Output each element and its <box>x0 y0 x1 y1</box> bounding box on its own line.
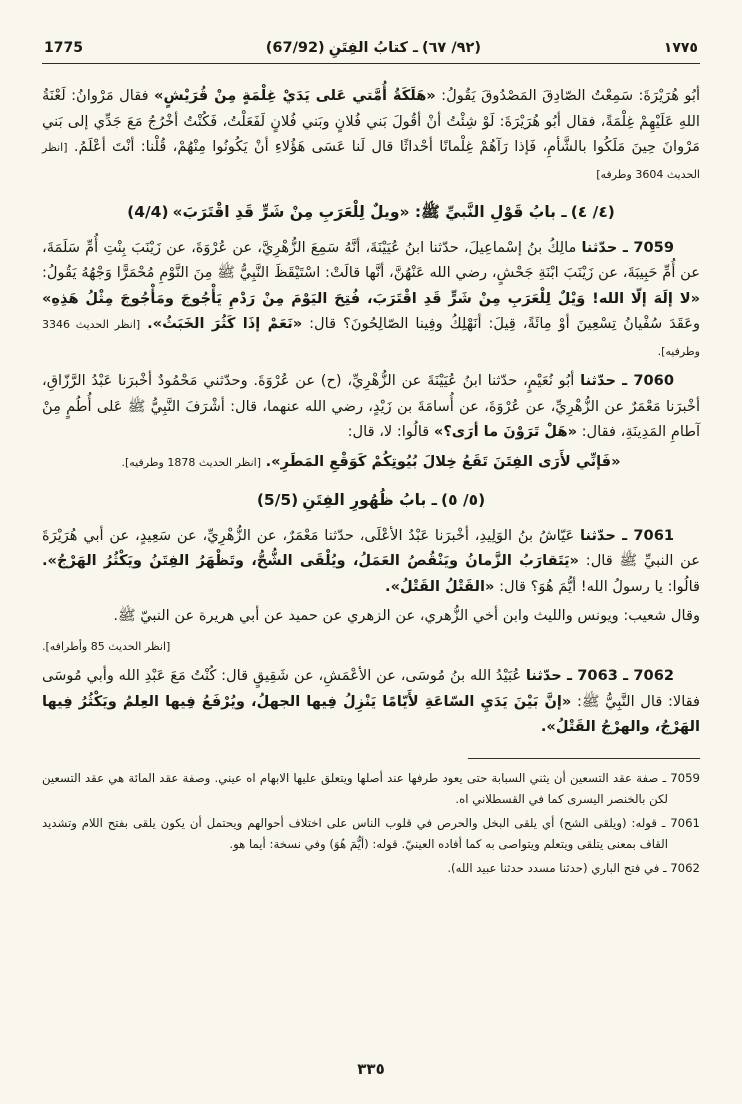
hadith-quote: «لا إلَهَ إلّا الله! وَيْلٌ لِلْعَرَبِ مِنْ شَرٍّ قَدِ اقْتَرَبَ، فُتِحَ اليَوْمَ مِنْ رَدْمِ يَأْجُوجَ ومَأْجُوجَ مِثْلُ هَذِهِ» <box>42 289 700 307</box>
hadith-number: 7062 ـ 7063 ـ حدّثنا <box>525 667 675 684</box>
hadith-7062-7063 <box>42 663 700 740</box>
hadith-quote: «هَلْ تَرَوْنَ ما أرَى؟» <box>433 423 577 440</box>
kitab-number-arabic: (٩٢/ ٦٧) <box>421 40 481 56</box>
narration-text: فقال مَرْوانُ: لَعْنَةُ اللهِ عَلَيْهِمْ غِلْمَةً، فقال أبُو هُرَيْرَةَ: لَوْ شِئْتُ أنْ أقُولَ بَني فُلانٍ وبَني فُلانٍ لَفَعَلْتُ، فَكُنْتُ أخْرُجُ مَعَ جَدِّي إلى بَني مَرْوانَ حِينَ مَلَكُوا بالشَّأمِ، فَإذا رَآهُمْ غِلْمانًا أحْداثًا قال لَنا عَسَى هَؤُلاءِ أنْ يَكُونُوا مِنْهُمْ، قُلْنا: أنْتَ أعْلَمُ. <box>42 87 700 155</box>
hadith-7060-quote-line <box>42 449 700 476</box>
page-number-latin: 1775 <box>44 40 83 56</box>
narration-text: أبُو هُرَيْرَةَ: سَمِعْتُ الصّادِقَ المَصْدُوقَ يَقُولُ: <box>435 87 700 104</box>
footnote-text: ـ صفة عقد التسعين أن يثني السبابة حتى يعود طرفها عند أصلها ويتعلق عليها الابهام اه عيني. وصفة عقد المائة هي عقد التسعين لكن بالخنصر اليسرى كما في القسطلاني اه. <box>42 770 668 806</box>
page-number-arabic: ١٧٧٥ <box>663 40 698 56</box>
footnote-7061 <box>42 813 700 856</box>
footnote-number: 7059 <box>670 770 700 785</box>
bab-number-latin: (5/5) <box>256 491 299 509</box>
cross-reference: [انظر الحديث 1878 وطرفيه]. <box>121 455 261 469</box>
footnote-separator <box>468 758 700 759</box>
hadith-number: 7061 ـ حدّثنا <box>580 526 675 544</box>
cross-reference: [انظر الحديث 3604 وطرفه] <box>42 141 700 181</box>
hadith-quote: «القَتْلُ القَتْلُ». <box>385 577 495 595</box>
page-header <box>42 40 700 56</box>
bab-number-arabic: (٥/ ٥) <box>440 491 486 509</box>
page-footer <box>0 1060 742 1078</box>
bab-heading-4 <box>42 200 700 226</box>
folio-number: ٣٣٥ <box>357 1060 385 1078</box>
isnad-text: عَيّاشُ بنُ الوَلِيدِ، أخْبرَنا عَبْدُ الأعْلَى، حدّثنا مَعْمَرٌ، عن الزُّهْرِيِّ، عن سَعِيدٍ، عن أبي هُرَيْرَةَ عن النبيِّ ﷺ قال: <box>42 526 700 569</box>
hadith-7059 <box>42 235 700 365</box>
isnad-text: أبُو نُعَيْمٍ، حدّثنا ابنُ عُيَيْنَةَ عن الزُّهْرِيِّ، (ح) عن عُرْوَةَ. وحدّثني مَحْمُودٌ أخْبرَنا عَبْدُ الرَّزّاقِ، أخْبرَنا مَعْمَرٌ عن الزُّهْرِيِّ، عن عُرْوَةَ، عن أُسامَةَ بن زَيْدٍ، رضي الله عنهما، قال: أشْرَفَ النَّبِيُّ ﷺ عَلى أُطُمٍ مِنْ آطامِ المَدِينَةِ، فقال: <box>42 372 700 440</box>
bab-number-latin: (4/4) <box>127 203 169 221</box>
hadith-7060 <box>42 368 700 445</box>
kitab-number-latin: (67/92) <box>265 40 325 56</box>
narration-text: قالُوا: يا رسولُ الله! أيُّمَ هُوَ؟ قال: <box>494 577 700 595</box>
hadith-quote: «نَعَمْ إذَا كَثُرَ الخَبَثُ». <box>147 315 303 332</box>
header-divider <box>42 63 700 64</box>
narration-text: وقال شعيب: ويونس والليث وابن أخي الزُّهري، عن الزهري عن حميد عن أبي هريرة عن النبيّ ﷺ. <box>113 607 700 624</box>
footnote-number: 7061 <box>670 815 700 830</box>
footnote-7062 <box>42 858 700 880</box>
kitab-header <box>264 40 483 56</box>
footnote-number: 7062 <box>670 860 700 875</box>
bab-number-arabic: (٤/ ٤) <box>570 203 615 221</box>
footnote-7059 <box>42 768 700 811</box>
page-body <box>42 83 700 740</box>
hadith-quote: «يَتَقارَبُ الزَّمانُ ويَنْقُصُ العَمَلُ، ويُلْقَى الشُّحُّ، وتَظْهَرُ الفِتَنُ ويَكْثُرُ الهَرْجُ». <box>42 552 579 569</box>
bab-title: ـ بابُ ظُهُورِ الفِتَنِ <box>302 491 437 509</box>
cross-reference: [انظر الحديث 85 وأطرافه]. <box>42 639 171 653</box>
cross-reference: [انظر الحديث 3346 وطرفيه]. <box>42 318 700 358</box>
isnad-text: عُبَيْدُ الله بنُ مُوسَى، عن الأعْمَشِ، عن شَقِيقٍ قال: كُنْتُ مَعَ عَبْدِ الله وأبي مُوسَى فقالا: قال النَّبِيُّ ﷺ: <box>42 667 701 710</box>
footnote-text: ـ في فتح الباري (حدثنا مسدد حدثنا عبيد الله). <box>447 860 667 875</box>
hadith-quote: «فَإنِّي لأَرَى الفِتَنَ تَقَعُ خِلالَ بُيُوتِكُمْ كَوَقْعِ المَطَرِ». <box>265 452 621 470</box>
hadith-7061 <box>42 523 700 600</box>
kitab-title: ـ كتابُ الفِتَنِ <box>328 40 418 56</box>
narration-text: قالُوا: لا، قال: <box>347 423 434 440</box>
hadith-quote: «هَلَكَةُ أُمَّتي عَلى يَدَيْ غِلْمَةٍ مِنْ قُرَيْشٍ» <box>154 87 436 104</box>
isnad-text: مالِكُ بنُ إسْماعِيلَ، حدّثنا ابنُ عُيَيْنَةَ، أنَّهُ سَمِعَ الزُّهْرِيَّ، عن عُرْوَةَ، عن زَيْنَبَ بِنْتِ أُمِّ سَلَمَةَ، عن أُمِّ حَبِيبَةَ، عن زَيْنَبَ ابْنَةِ جَحْشٍ، رضي الله عَنْهُنَّ، أنَّها قالَتْ: اسْتَيْقَظَ النَّبِيُّ ﷺ مِنَ النَّوْمِ مُحْمَرًّا وَجْهُهُ يَقُولُ: <box>42 238 700 281</box>
bab-title: ـ بابُ قَوْلِ النَّبيِّ ﷺ: «ويلٌ لِلْعَرَبِ مِنْ شَرٍّ قَدِ اقْتَرَبَ» <box>172 203 567 221</box>
footnotes-section <box>42 758 700 880</box>
narration-text: وعَقَدَ سُفْيانُ تِسْعِينَ أوْ مِائَةً، قِيلَ: أنَهْلِكُ وفِينا الصّالِحُونَ؟ قال: <box>302 315 700 332</box>
footnote-text: ـ قوله: (ويلقى الشح) أي يلقى البخل والحرص في قلوب الناس على اختلاف أحوالهم ويحتمل أن يكون يلقى بفتح اللام وتشديد القاف بمعنى يتلقى ويتعلم ويتواصى به كما أفاده العينيّ. قوله: (أيُّمَ هُوَ) وفي نسخة: أيما هو. <box>42 815 668 851</box>
hadith-number: 7060 ـ حدّثنا <box>580 372 674 389</box>
hadith-7058-continuation <box>42 83 700 187</box>
hadith-quote: «إنَّ بَيْنَ يَدَيِ السّاعَةِ لأَيّامًا يَنْزِلُ فِيها الجهلُ، ويُرْفَعُ فِيها العِلمُ ويَكْثُرُ فِيها الهَرْجُ، والهرْجُ القَتْلُ». <box>42 692 700 735</box>
hadith-7061-reference-line <box>42 633 700 660</box>
bab-heading-5 <box>42 488 700 514</box>
hadith-number: 7059 ـ حدّثنا <box>581 238 674 256</box>
hadith-7061-followup <box>42 603 700 629</box>
